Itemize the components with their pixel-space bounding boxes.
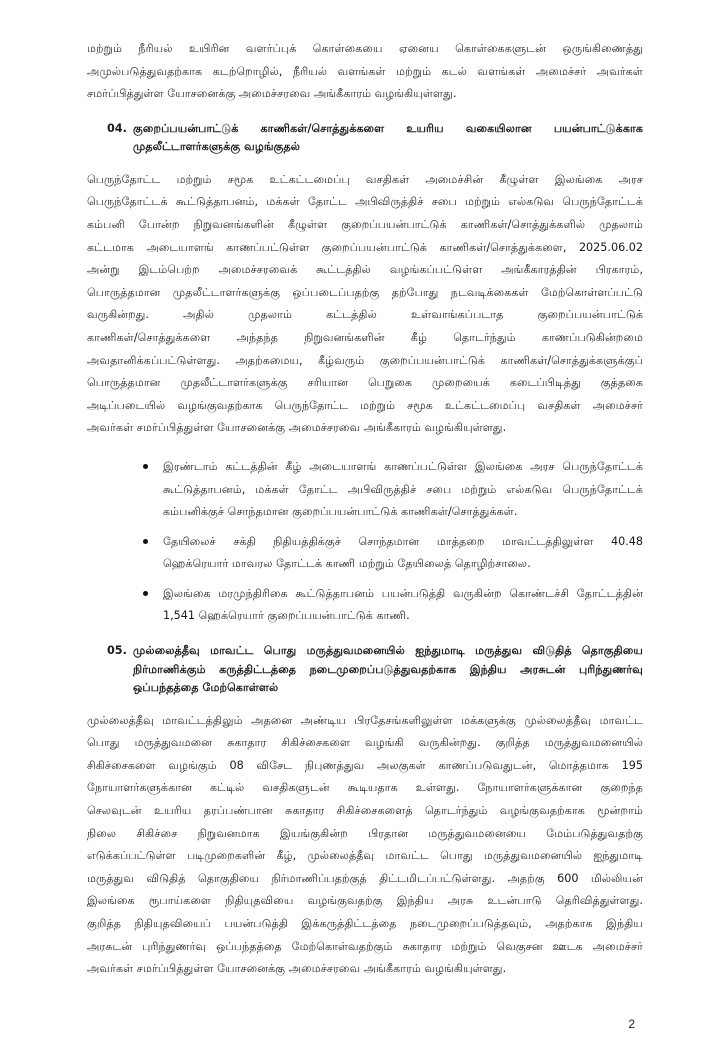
title-line: ஒப்பந்தத்தை மேற்கொள்ளல்	[133, 681, 279, 695]
section-04-heading	[107, 120, 643, 157]
text-line: இலங்கை ரூபாய்களை நிதியுதவியை வழங்குவதற்கு இந்திய அரசு உடன்பாடு தெரிவித்துள்ளது.	[87, 894, 643, 908]
text-line: 1,541 ஹெக்ரெயார் குறைப்பயன்பாட்டுக் காணி.	[163, 609, 410, 623]
text-line: பொது மருத்துவமனை சுகாதார சிகிச்சைகளை வழங்கி வருகின்றது. குறித்த மருத்துவமனையில்	[87, 736, 643, 750]
text-line: வருகின்றது. அதில் முதலாம் கட்டத்தில் உள்வாங்கப்படாத குறைப்பயன்பாட்டுக்	[87, 308, 643, 322]
text-line: பொருத்தமான முதலீட்டாளர்களுக்கு சரியான பெறுகை முறையைக் கடைப்பிடித்து குத்தகை	[87, 376, 643, 390]
text-line: ஹெக்ரெயார் மாவரல தோட்டக் காணி மற்றும் தேயிலைத் தொழிற்சாலை.	[163, 557, 531, 571]
text-line: மற்றும் நீரியல் உயிரின வளர்ப்புக் கொள்கையை ஏனைய கொள்கைகளுடன் ஒருங்கிணைத்து	[87, 42, 643, 55]
text-line: பொருத்தமான முதலீட்டாளர்களுக்கு ஒப்படைப்பதற்கு தற்போது நடவடிக்கைகள் மேற்கொள்ளப்பட்டு	[87, 285, 643, 299]
text-line: பெருந்தோட்டக் கூட்டுத்தாபனம், மக்கள் தோட்ட அபிவிருத்திச் சபை மற்றும் எல்கடுவ பெருந்தோட்டக்	[87, 195, 643, 209]
text-line: பெருந்தோட்ட மற்றும் சமூக உட்கட்டமைப்பு வசதிகள் அமைச்சின் கீழுள்ள இலங்கை அரச	[87, 172, 643, 186]
section-title	[133, 642, 643, 698]
text-line: கட்டமாக அடையாளங் காணப்பட்டுள்ள குறைப்பயன்பாட்டுக் காணிகள்/சொத்துக்களை, 2025.06.02	[87, 240, 643, 254]
section-05-body	[87, 710, 643, 981]
text-line: அரசுடன் புரிந்துணர்வு ஒப்பந்தத்தை மேற்கொள்வதற்கும் சுகாதார மற்றும் வெகுசன ஊடக அமைச்சர்	[87, 939, 643, 953]
bullet-item	[140, 583, 643, 628]
bullet-icon	[143, 591, 148, 596]
title-line: முதலீட்டாளர்களுக்கு வழங்குதல்	[133, 140, 301, 154]
section-number: 04.	[107, 121, 127, 135]
title-line: நிர்மாணிக்கும் கருத்திட்டத்தை நடைமுறைப்படுத்துவதற்காக இந்திய அரசுடன் புரிந்துணர்வு	[133, 662, 643, 676]
text-line: அவர்கள் சமர்ப்பித்துள்ள யோசனைக்கு அமைச்சரவை அங்கீகாரம் வழங்கியுள்ளது.	[87, 421, 507, 435]
text-line: குறித்த நிதியுதவியைப் பயன்படுத்தி இக்கருத்திட்டத்தை நடைமுறைப்படுத்தவும், அதற்காக இந்திய	[87, 916, 643, 930]
section-title	[133, 120, 643, 157]
bullet-item	[140, 456, 643, 524]
bullet-icon	[143, 539, 148, 544]
text-line: நோயாளர்களுக்கான கட்டில் வசதிகளுடன் கூடியதாக உள்ளது. நோயாளர்களுக்கான குறைந்த	[87, 781, 643, 795]
text-line: தேயிலைச் சக்தி நிதியத்திக்குச் சொந்தமான மாத்தறை மாவட்டத்திலுள்ள 40.48	[163, 534, 643, 548]
text-line: அடிப்படையில் வழங்குவதற்காக பெருந்தோட்ட மற்றும் சமூக உட்கட்டமைப்பு வசதிகள் அமைச்சர்	[87, 398, 643, 412]
text-line: முல்லைத்தீவு மாவட்டத்திலும் அதனை அண்டிய பிரதேசங்களிலுள்ள மக்களுக்கு முல்லைத்தீவு மாவட்ட	[87, 713, 643, 727]
text-line: காணிகள்/சொத்துக்களை அந்தந்த நிறுவனங்களின் கீழ் தொடர்ந்தும் காணப்படுகின்றமை	[87, 330, 643, 344]
text-line: செலவுடன் உயரிய தரப்பண்பான சுகாதார சிகிச்சைகளைத் தொடர்ந்தும் வழங்குவதற்காக மூன்றாம்	[87, 803, 643, 817]
text-line: நிலை சிகிச்சை நிறுவனமாக இயங்குகின்ற பிரதான மருத்துவமனையை மேம்படுத்துவதற்கு	[87, 826, 643, 840]
text-line: சிகிச்சைகளை வழங்கும் 08 விசேட நிபுணத்துவ அலகுகள் காணப்படுவதுடன், மொத்தமாக 195	[87, 758, 643, 772]
page-number: 2	[628, 1016, 635, 1031]
text-line: அவதானிக்கப்பட்டுள்ளது. அதற்கமைய, கீழ்வரும் குறைப்பயன்பாட்டுக் காணிகள்/சொத்துக்களுக்குப்	[87, 353, 643, 367]
text-line: மருத்துவ விடுதித் தொகுதியை நிர்மாணிப்பதற்குத் திட்டமிடப்பட்டுள்ளது. அதற்கு 600 மில்லியன்	[87, 871, 643, 885]
text-line: சமர்ப்பித்துள்ள யோசனைக்கு அமைச்சரவை அங்கீகாரம் வழங்கியுள்ளது.	[87, 87, 457, 101]
intro-paragraph	[87, 38, 643, 106]
section-04-bullet-list	[140, 456, 643, 628]
text-line: அவர்கள் சமர்ப்பித்துள்ள யோசனைக்கு அமைச்சரவை அங்கீகாரம் வழங்கியுள்ளது.	[87, 962, 507, 976]
bullet-item	[140, 531, 643, 576]
text-line: கம்பனி போன்ற நிறுவனங்களின் கீழுள்ள குறைப்பயன்பாட்டுக் காணிகள்/சொத்துக்களில் முதலாம்	[87, 217, 643, 231]
section-number: 05.	[107, 644, 127, 658]
title-line: குறைப்பயன்பாட்டுக் காணிகள்/சொத்துக்களை உயரிய வகையிலான பயன்பாட்டுக்காக	[133, 121, 643, 135]
text-line: அன்று இடம்பெற்ற அமைச்சரவைக் கூட்டத்தில் வழங்கப்பட்டுள்ள அங்கீகாரத்தின் பிரகாரம்,	[87, 263, 643, 277]
title-line: முல்லைத்தீவு மாவட்ட பொது மருத்துவமனையில் ஐந்துமாடி மருத்துவ விடுதித் தொகுதியை	[133, 644, 643, 658]
text-line: கம்பனிக்குச் சொந்தமான குறைப்பயன்பாட்டுக் காணிகள்/சொத்துக்கள்.	[163, 505, 518, 519]
bullet-icon	[143, 464, 148, 469]
text-line: கூட்டுத்தாபனம், மக்கள் தோட்ட அபிவிருத்திச் சபை மற்றும் எல்கடுவ பெருந்தோட்டக்	[163, 482, 643, 496]
text-line: இலங்கை மரமுந்திரிகை கூட்டுத்தாபனம் பயன்படுத்தி வருகின்ற கொண்டச்சி தோட்டத்தின்	[163, 586, 643, 600]
text-line: எடுக்கப்பட்டுள்ள படிமுறைகளின் கீழ், முல்லைத்தீவு மாவட்ட பொது மருத்துவமனையில் ஐந்துமாடி	[87, 849, 643, 863]
section-04-body	[87, 169, 643, 440]
text-line: அமுல்படுத்துவதற்காக கடற்றொழில், நீரியல் வளங்கள் மற்றும் கடல் வளங்கள் அமைச்சர் அவர்கள்	[87, 64, 643, 78]
text-line: இரண்டாம் கட்டத்தின் கீழ் அடையாளங் காணப்பட்டுள்ள இலங்கை அரச பெருந்தோட்டக்	[163, 459, 643, 473]
section-05-heading	[107, 642, 643, 698]
